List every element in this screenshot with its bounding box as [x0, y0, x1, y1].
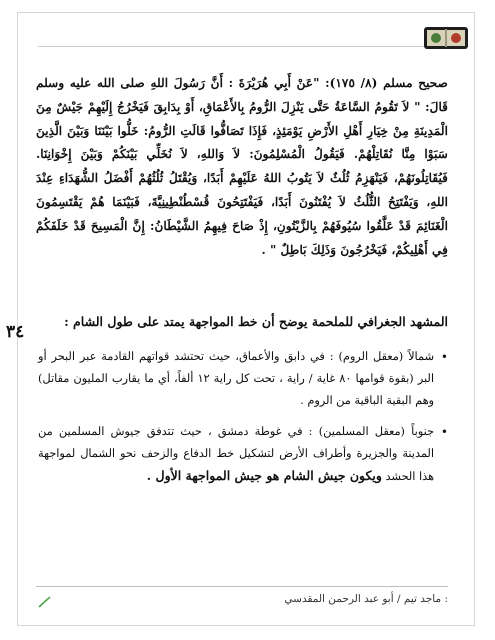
header-rule: [38, 46, 450, 47]
footer-rule: [36, 586, 448, 587]
feather-quill-icon: [38, 596, 52, 608]
bullet-list: [38, 346, 448, 497]
footer-prefix: :: [444, 593, 448, 605]
bullet-dot-icon: •: [440, 425, 448, 439]
hadith-paragraph: [36, 72, 448, 262]
page-number: ٣٤: [6, 322, 25, 342]
bullet-item-north: [38, 346, 448, 412]
footer-author-name: ماجد تيم / أبو عبد الرحمن المقدسي: [284, 593, 442, 605]
hadith-text: صحيح مسلم (٨/ ١٧٥): "عَنْ أَبِي هُرَيْرَةَ : أَنَّ رَسُولَ اللهِ صلى الله عليه وسلم قَالَ: " لاَ تَقُومُ السَّاعَةُ حَتَّى يَنْزِلَ الرُّومُ بِالأَعْمَاقِ، أَوْ بِدَابِقَ فَيَخْرُجُ إِلَيْهِمْ جَيْشٌ مِنَ الْمَدِينَةِ مِنْ خِيَارِ أَهْلِ الأَرْضِ يَوْمَئِذٍ، فَإِذَا تَصَافُّوا قَالَتِ الرُّومُ: خَلُّوا بَيْنَنَا وَبَيْنَ الَّذِينَ سَبَوْا مِنَّا نُقَاتِلْهُمْ. فَيَقُولُ الْمُسْلِمُونَ: لاَ وَاللهِ، لاَ نُخَلِّي بَيْنَكُمْ وَبَيْنَ إِخْوَانِنَا. فَيُقَاتِلُونَهُمْ، فَيَنْهَزِمُ ثُلُثٌ لاَ يَتُوبُ اللهُ عَلَيْهِمْ أَبَدًا، وَيُقْتَلُ ثُلُثُهُمْ أَفْضَلُ الشُّهَدَاءِ عِنْدَ اللهِ، وَيَفْتَتِحُ الثُّلُثُ لاَ يُفْتَنُونَ أَبَدًا، فَيَفْتَتِحُونَ قُسْطُنْطِينِيَّةَ، فَبَيْنَمَا هُمْ يَقْتَسِمُونَ الْغَنَائِمَ قَدْ عَلَّقُوا سُيُوفَهُمْ بِالزَّيْتُونِ، إِذْ صَاحَ فِيهِمُ الشَّيْطَانُ: إِنَّ الْمَسِيحَ قَدْ خَلَفَكُمْ فِي أَهْلِيكُمْ، فَيَخْرُجُونَ وَذَلِكَ بَاطِلٌ " .: [36, 76, 449, 257]
bullet-text: جنوباً (معقل المسلمين) : في غوطة دمشق ، حيث تتدفق جيوش المسلمين من المدينة والجزيرة وأطراف الأرض لتشكيل خط الدفاع والزحف نحو الشمال لمواجهة هذا الحشد: [38, 425, 434, 483]
bullet-item-south: [38, 421, 448, 488]
quran-book-logo-icon: [422, 24, 470, 52]
bullet-text: شمالاً (معقل الروم) : في دابق والأعماق، حيث تحتشد قواتهم القادمة عبر البحر أو البر (بقوة قوامها ٨٠ غاية / راية ، تحت كل راية ١٢ ألفاً، أي ما يقارب المليون مقاتل) وهم البقية الباقية من الروم .: [38, 350, 434, 407]
footer-author: [284, 593, 448, 605]
bullet-dot-icon: •: [440, 350, 448, 364]
section-title: المشهد الجغرافي للملحمة يوضح أن خط المواجهة يمتد على طول الشام :: [64, 314, 448, 329]
bullet-bold-text: ويكون جيش الشام هو جيش المواجهة الأول .: [146, 468, 382, 483]
